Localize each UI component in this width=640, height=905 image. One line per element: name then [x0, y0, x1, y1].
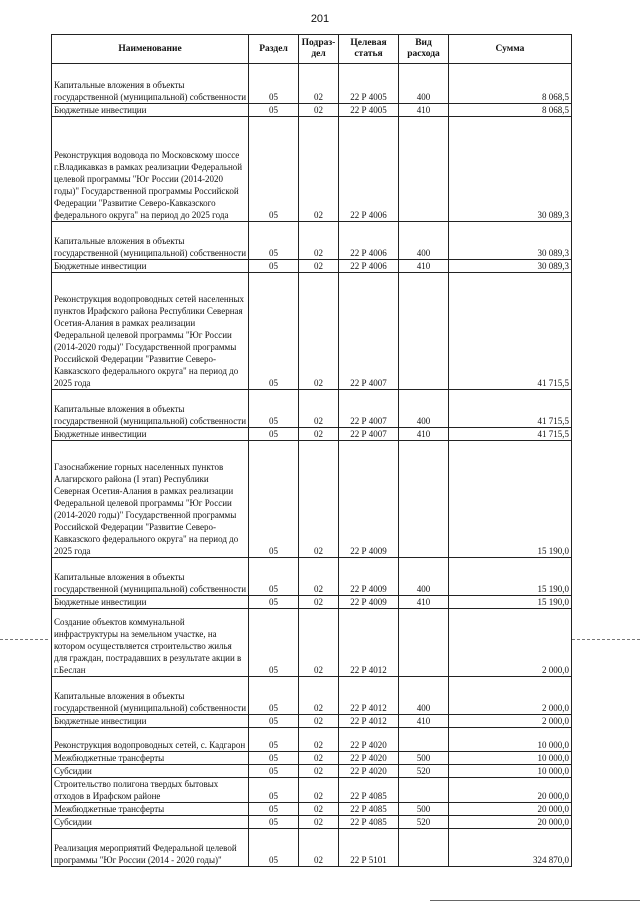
cell-subsection: 02: [299, 428, 339, 441]
cell-name: Субсидии: [52, 816, 249, 829]
cell-amount: 30 089,3: [449, 222, 572, 260]
cell-expense-type: [399, 778, 449, 803]
table-row: [52, 64, 572, 104]
cell-section: 05: [249, 778, 299, 803]
cell-name: Бюджетные инвестиции: [52, 715, 249, 728]
cell-amount: 324 870,0: [449, 829, 572, 867]
cell-amount: 15 190,0: [449, 441, 572, 558]
header-expense-type: Вид расхода: [399, 35, 449, 64]
cell-amount: 15 190,0: [449, 558, 572, 596]
cell-section: 05: [249, 64, 299, 104]
table-row: [52, 728, 572, 752]
cell-section: 05: [249, 596, 299, 609]
cell-amount: 41 715,5: [449, 273, 572, 390]
cell-name: Капитальные вложения в объекты государственной (муниципальной) собственности: [52, 677, 249, 715]
cell-expense-type: 410: [399, 715, 449, 728]
cell-subsection: 02: [299, 273, 339, 390]
cell-subsection: 02: [299, 609, 339, 677]
cell-expense-type: 410: [399, 260, 449, 273]
cell-section: 05: [249, 715, 299, 728]
table-row: [52, 816, 572, 829]
table-row: [52, 596, 572, 609]
cell-target: 22 Р 4012: [339, 609, 399, 677]
cell-section: 05: [249, 260, 299, 273]
cell-section: 05: [249, 752, 299, 765]
cell-name: Реконструкция водопроводных сетей населенных пунктов Ирафского района Республики Северная Осетия-Алания в рамках реализации Федеральной целевой программы "Юг России (2014-2020 годы)" Государственной программы Российской Федерации "Развитие Северо-Кавказского федерального округа" на период до 2025 года: [52, 273, 249, 390]
cell-expense-type: 410: [399, 596, 449, 609]
cell-expense-type: [399, 273, 449, 390]
page-number: 201: [310, 13, 330, 25]
cell-expense-type: 500: [399, 803, 449, 816]
cell-target: 22 Р 4012: [339, 677, 399, 715]
cell-subsection: 02: [299, 104, 339, 117]
cell-name: Бюджетные инвестиции: [52, 104, 249, 117]
scan-line-left: [0, 639, 48, 640]
cell-target: 22 Р 4007: [339, 390, 399, 428]
cell-subsection: 02: [299, 803, 339, 816]
cell-target: 22 Р 4005: [339, 64, 399, 104]
table-row: [52, 222, 572, 260]
cell-target: 22 Р 4020: [339, 728, 399, 752]
cell-name: Капитальные вложения в объекты государственной (муниципальной) собственности: [52, 390, 249, 428]
cell-target: 22 Р 4006: [339, 222, 399, 260]
cell-subsection: 02: [299, 765, 339, 778]
cell-expense-type: 400: [399, 222, 449, 260]
cell-subsection: 02: [299, 117, 339, 222]
header-section: Раздел: [249, 35, 299, 64]
cell-subsection: 02: [299, 778, 339, 803]
cell-amount: 10 000,0: [449, 765, 572, 778]
cell-name: Капитальные вложения в объекты государственной (муниципальной) собственности: [52, 64, 249, 104]
cell-amount: 41 715,5: [449, 390, 572, 428]
cell-subsection: 02: [299, 677, 339, 715]
cell-subsection: 02: [299, 390, 339, 428]
cell-expense-type: [399, 441, 449, 558]
cell-expense-type: 520: [399, 765, 449, 778]
cell-subsection: 02: [299, 829, 339, 867]
cell-amount: 30 089,3: [449, 260, 572, 273]
cell-target: 22 Р 4085: [339, 778, 399, 803]
table-row: [52, 273, 572, 390]
table-row: [52, 260, 572, 273]
cell-section: 05: [249, 677, 299, 715]
cell-amount: 8 068,5: [449, 104, 572, 117]
cell-name: Строительство полигона твердых бытовых отходов в Ирафском районе: [52, 778, 249, 803]
table-row: [52, 117, 572, 222]
cell-section: 05: [249, 273, 299, 390]
cell-amount: 2 000,0: [449, 609, 572, 677]
cell-subsection: 02: [299, 64, 339, 104]
table-row: [52, 428, 572, 441]
cell-target: 22 Р 5101: [339, 829, 399, 867]
cell-name: Субсидии: [52, 765, 249, 778]
cell-name: Реконструкция водовода по Московскому шоссе г.Владикавказ в рамках реализации Федеральной целевой программы "Юг России (2014-2020 годы)" Государственной программы Российской Федерации "Развитие Северо-Кавказского федерального округа" на период до 2025 года: [52, 117, 249, 222]
cell-amount: 20 000,0: [449, 816, 572, 829]
budget-table: [51, 34, 572, 867]
cell-expense-type: 410: [399, 428, 449, 441]
cell-subsection: 02: [299, 715, 339, 728]
cell-section: 05: [249, 558, 299, 596]
cell-amount: 20 000,0: [449, 803, 572, 816]
cell-target: 22 Р 4007: [339, 428, 399, 441]
cell-section: 05: [249, 609, 299, 677]
cell-section: 05: [249, 803, 299, 816]
cell-expense-type: 500: [399, 752, 449, 765]
cell-expense-type: [399, 728, 449, 752]
cell-name: Бюджетные инвестиции: [52, 428, 249, 441]
table-row: [52, 715, 572, 728]
cell-expense-type: 410: [399, 104, 449, 117]
cell-amount: 2 000,0: [449, 677, 572, 715]
cell-subsection: 02: [299, 596, 339, 609]
table-row: [52, 390, 572, 428]
table-body: [52, 64, 572, 867]
cell-target: 22 Р 4012: [339, 715, 399, 728]
cell-expense-type: [399, 829, 449, 867]
cell-expense-type: [399, 117, 449, 222]
cell-amount: 20 000,0: [449, 778, 572, 803]
cell-section: 05: [249, 390, 299, 428]
cell-name: Капитальные вложения в объекты государственной (муниципальной) собственности: [52, 222, 249, 260]
cell-amount: 15 190,0: [449, 596, 572, 609]
cell-subsection: 02: [299, 558, 339, 596]
cell-expense-type: 520: [399, 816, 449, 829]
cell-name: Газоснабжение горных населенных пунктов Алагирского района (I этап) Республики Северная Осетия-Алания в рамках реализации Федеральной целевой программы "Юг России (2014-2020 годы)" Государственной программы Российской Федерации "Развитие Северо-Кавказского федерального округа" на период до 2025 года: [52, 441, 249, 558]
cell-expense-type: 400: [399, 64, 449, 104]
table-row: [52, 104, 572, 117]
cell-amount: 10 000,0: [449, 728, 572, 752]
table-row: [52, 752, 572, 765]
table-row: [52, 558, 572, 596]
cell-name: Межбюджетные трансферты: [52, 803, 249, 816]
cell-amount: 41 715,5: [449, 428, 572, 441]
cell-name: Бюджетные инвестиции: [52, 596, 249, 609]
cell-target: 22 Р 4020: [339, 752, 399, 765]
cell-section: 05: [249, 428, 299, 441]
header-target: Целевая статья: [339, 35, 399, 64]
cell-target: 22 Р 4085: [339, 816, 399, 829]
cell-target: 22 Р 4007: [339, 273, 399, 390]
cell-subsection: 02: [299, 752, 339, 765]
cell-target: 22 Р 4006: [339, 260, 399, 273]
cell-section: 05: [249, 104, 299, 117]
cell-name: Реализация мероприятий Федеральной целевой программы "Юг России (2014 - 2020 годы)": [52, 829, 249, 867]
table-row: [52, 778, 572, 803]
cell-amount: 2 000,0: [449, 715, 572, 728]
cell-expense-type: [399, 609, 449, 677]
cell-section: 05: [249, 829, 299, 867]
cell-expense-type: 400: [399, 390, 449, 428]
cell-section: 05: [249, 765, 299, 778]
cell-section: 05: [249, 117, 299, 222]
cell-subsection: 02: [299, 816, 339, 829]
cell-target: 22 Р 4009: [339, 441, 399, 558]
cell-name: Бюджетные инвестиции: [52, 260, 249, 273]
table-row: [52, 765, 572, 778]
cell-name: Реконструкция водопроводных сетей, с. Кадгарон: [52, 728, 249, 752]
cell-name: Межбюджетные трансферты: [52, 752, 249, 765]
cell-target: 22 Р 4005: [339, 104, 399, 117]
cell-target: 22 Р 4020: [339, 765, 399, 778]
table-row: [52, 829, 572, 867]
table-row: [52, 441, 572, 558]
scan-line-right: [572, 639, 640, 640]
table-row: [52, 677, 572, 715]
cell-expense-type: 400: [399, 677, 449, 715]
header-subsection: Подраз-дел: [299, 35, 339, 64]
cell-target: 22 Р 4009: [339, 558, 399, 596]
table-row: [52, 803, 572, 816]
cell-amount: 8 068,5: [449, 64, 572, 104]
table-header: [52, 35, 572, 64]
cell-target: 22 Р 4085: [339, 803, 399, 816]
cell-amount: 30 089,3: [449, 117, 572, 222]
cell-target: 22 Р 4009: [339, 596, 399, 609]
cell-section: 05: [249, 816, 299, 829]
cell-section: 05: [249, 222, 299, 260]
cell-expense-type: 400: [399, 558, 449, 596]
cell-target: 22 Р 4006: [339, 117, 399, 222]
header-name: Наименование: [52, 35, 249, 64]
cell-amount: 10 000,0: [449, 752, 572, 765]
table-row: [52, 609, 572, 677]
cell-name: Капитальные вложения в объекты государственной (муниципальной) собственности: [52, 558, 249, 596]
cell-name: Создание объектов коммунальной инфраструктуры на земельном участке, на котором осуществляется строительство жилья для граждан, пострадавших в результате акции в г.Беслан: [52, 609, 249, 677]
cell-subsection: 02: [299, 441, 339, 558]
header-amount: Сумма: [449, 35, 572, 64]
cell-subsection: 02: [299, 260, 339, 273]
scan-line-bottom: [430, 900, 640, 901]
cell-section: 05: [249, 728, 299, 752]
cell-subsection: 02: [299, 728, 339, 752]
cell-subsection: 02: [299, 222, 339, 260]
cell-section: 05: [249, 441, 299, 558]
